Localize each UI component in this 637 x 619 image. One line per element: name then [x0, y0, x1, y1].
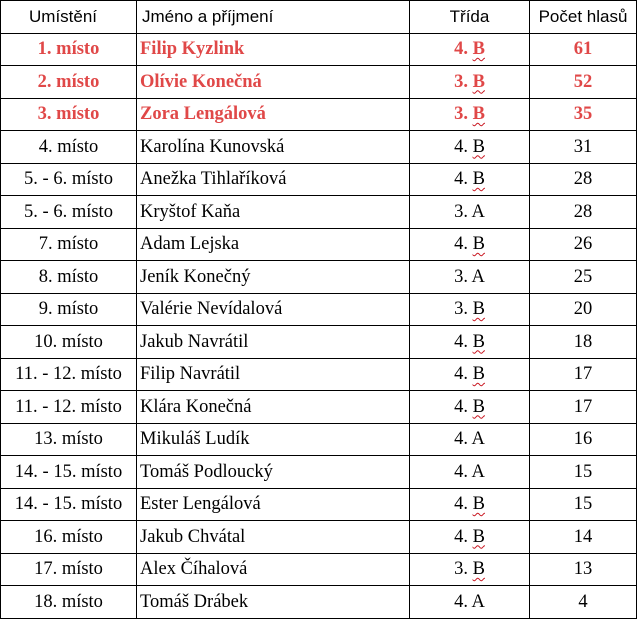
cell-class[interactable] [410, 33, 530, 66]
cell-votes[interactable]: 52 [530, 66, 637, 99]
cell-class[interactable] [410, 456, 530, 489]
cell-name[interactable]: Klára Konečná [137, 391, 410, 424]
table-row [1, 66, 637, 99]
table-row [1, 293, 637, 326]
cell-class[interactable] [410, 228, 530, 261]
column-header-class[interactable]: Třída [410, 1, 530, 34]
class-year: 3. [454, 201, 472, 222]
class-year: 4. [454, 234, 473, 254]
cell-votes[interactable]: 28 [530, 163, 637, 196]
class-year: 3. [454, 266, 472, 287]
cell-votes[interactable]: 16 [530, 423, 637, 456]
cell-name[interactable]: Adam Lejska [137, 228, 410, 261]
cell-name[interactable]: Karolína Kunovská [137, 131, 410, 164]
cell-placement[interactable]: 13. místo [1, 423, 137, 456]
table-body [1, 33, 637, 618]
cell-placement[interactable]: 14. - 15. místo [1, 488, 137, 521]
class-letter: A [471, 429, 485, 449]
cell-placement[interactable]: 5. - 6. místo [1, 163, 137, 196]
table-row [1, 163, 637, 196]
cell-placement[interactable]: 1. místo [1, 33, 137, 66]
cell-placement[interactable]: 5. - 6. místo [1, 196, 137, 229]
class-letter: B [472, 71, 485, 92]
cell-class[interactable] [410, 423, 530, 456]
cell-placement[interactable]: 14. - 15. místo [1, 456, 137, 489]
cell-name[interactable]: Tomáš Drábek [137, 586, 410, 619]
table-row [1, 456, 637, 489]
class-letter: A [471, 461, 485, 482]
cell-placement[interactable]: 11. - 12. místo [1, 391, 137, 424]
class-letter: B [472, 559, 485, 579]
table-row [1, 391, 637, 424]
cell-votes[interactable]: 61 [530, 33, 637, 66]
class-year: 3. [454, 104, 473, 124]
class-letter: B [472, 169, 485, 189]
class-year: 4. [454, 364, 473, 384]
cell-name[interactable]: Ester Lengálová [137, 488, 410, 521]
cell-class[interactable] [410, 98, 530, 131]
cell-name[interactable]: Valérie Nevídalová [137, 293, 410, 326]
cell-placement[interactable]: 7. místo [1, 228, 137, 261]
cell-placement[interactable]: 17. místo [1, 553, 137, 586]
table-row [1, 488, 637, 521]
class-year: 4. [454, 136, 473, 157]
cell-class[interactable] [410, 131, 530, 164]
cell-class[interactable] [410, 163, 530, 196]
cell-placement[interactable]: 10. místo [1, 326, 137, 359]
cell-votes[interactable]: 4 [530, 586, 637, 619]
cell-votes[interactable]: 15 [530, 488, 637, 521]
class-letter: B [472, 299, 485, 319]
cell-name[interactable]: Filip Kyzlink [137, 33, 410, 66]
class-year: 4. [454, 429, 472, 449]
class-letter: B [472, 526, 485, 547]
table-row [1, 423, 637, 456]
cell-votes[interactable]: 15 [530, 456, 637, 489]
cell-name[interactable]: Alex Číhalová [137, 553, 410, 586]
class-year: 3. [454, 559, 473, 579]
cell-class[interactable] [410, 326, 530, 359]
cell-name[interactable]: Anežka Tihlaříková [137, 163, 410, 196]
class-year: 4. [454, 526, 473, 547]
cell-placement[interactable]: 18. místo [1, 586, 137, 619]
column-header-votes[interactable]: Počet hlasů [530, 1, 637, 34]
cell-name[interactable]: Jakub Navrátil [137, 326, 410, 359]
cell-name[interactable]: Olívie Konečná [137, 66, 410, 99]
class-year: 4. [454, 39, 473, 59]
cell-name[interactable]: Jeník Konečný [137, 261, 410, 294]
cell-class[interactable] [410, 293, 530, 326]
class-letter: B [472, 234, 485, 254]
class-letter: A [471, 591, 485, 612]
class-letter: B [472, 39, 485, 59]
table-row [1, 358, 637, 391]
table-row [1, 131, 637, 164]
cell-class[interactable] [410, 261, 530, 294]
table-row [1, 33, 637, 66]
cell-votes[interactable]: 26 [530, 228, 637, 261]
cell-placement[interactable]: 2. místo [1, 66, 137, 99]
cell-votes[interactable]: 20 [530, 293, 637, 326]
table-row [1, 521, 637, 554]
cell-class[interactable] [410, 553, 530, 586]
cell-votes[interactable]: 35 [530, 98, 637, 131]
class-year: 4. [454, 494, 473, 514]
class-letter: A [471, 201, 485, 222]
cell-placement[interactable]: 16. místo [1, 521, 137, 554]
class-year: 4. [454, 461, 472, 482]
cell-placement[interactable]: 9. místo [1, 293, 137, 326]
class-letter: B [472, 364, 485, 384]
table-row [1, 98, 637, 131]
cell-votes[interactable]: 17 [530, 391, 637, 424]
cell-votes[interactable]: 18 [530, 326, 637, 359]
cell-votes[interactable]: 31 [530, 131, 637, 164]
cell-class[interactable] [410, 391, 530, 424]
cell-name[interactable]: Jakub Chvátal [137, 521, 410, 554]
class-year: 4. [454, 169, 473, 189]
class-year: 3. [454, 299, 473, 319]
cell-votes[interactable]: 14 [530, 521, 637, 554]
cell-class[interactable] [410, 586, 530, 619]
cell-name[interactable]: Mikuláš Ludík [137, 423, 410, 456]
table-row [1, 228, 637, 261]
class-year: 4. [454, 396, 473, 417]
cell-name[interactable]: Zora Lengálová [137, 98, 410, 131]
cell-votes[interactable]: 17 [530, 358, 637, 391]
table-header-row [1, 1, 637, 34]
class-letter: B [472, 331, 485, 352]
table-row [1, 261, 637, 294]
cell-placement[interactable]: 8. místo [1, 261, 137, 294]
class-letter: A [471, 266, 485, 287]
class-year: 4. [454, 331, 473, 352]
cell-class[interactable] [410, 66, 530, 99]
class-letter: B [472, 494, 485, 514]
cell-votes[interactable]: 28 [530, 196, 637, 229]
cell-class[interactable] [410, 196, 530, 229]
cell-placement[interactable]: 4. místo [1, 131, 137, 164]
cell-votes[interactable]: 25 [530, 261, 637, 294]
cell-votes[interactable]: 13 [530, 553, 637, 586]
table-row [1, 586, 637, 619]
class-letter: B [472, 396, 485, 417]
cell-class[interactable] [410, 488, 530, 521]
cell-name[interactable]: Tomáš Podloucký [137, 456, 410, 489]
table-row [1, 553, 637, 586]
column-header-placement[interactable]: Umístění [1, 1, 137, 34]
cell-class[interactable] [410, 358, 530, 391]
class-letter: B [472, 104, 485, 124]
cell-class[interactable] [410, 521, 530, 554]
class-year: 3. [454, 71, 473, 92]
column-header-name[interactable]: Jméno a příjmení [137, 1, 410, 34]
class-letter: B [472, 136, 485, 157]
table-row [1, 326, 637, 359]
class-year: 4. [454, 591, 472, 612]
table-row [1, 196, 637, 229]
cell-placement[interactable]: 3. místo [1, 98, 137, 131]
cell-placement[interactable]: 11. - 12. místo [1, 358, 137, 391]
cell-name[interactable]: Filip Navrátil [137, 358, 410, 391]
cell-name[interactable]: Kryštof Kaňa [137, 196, 410, 229]
